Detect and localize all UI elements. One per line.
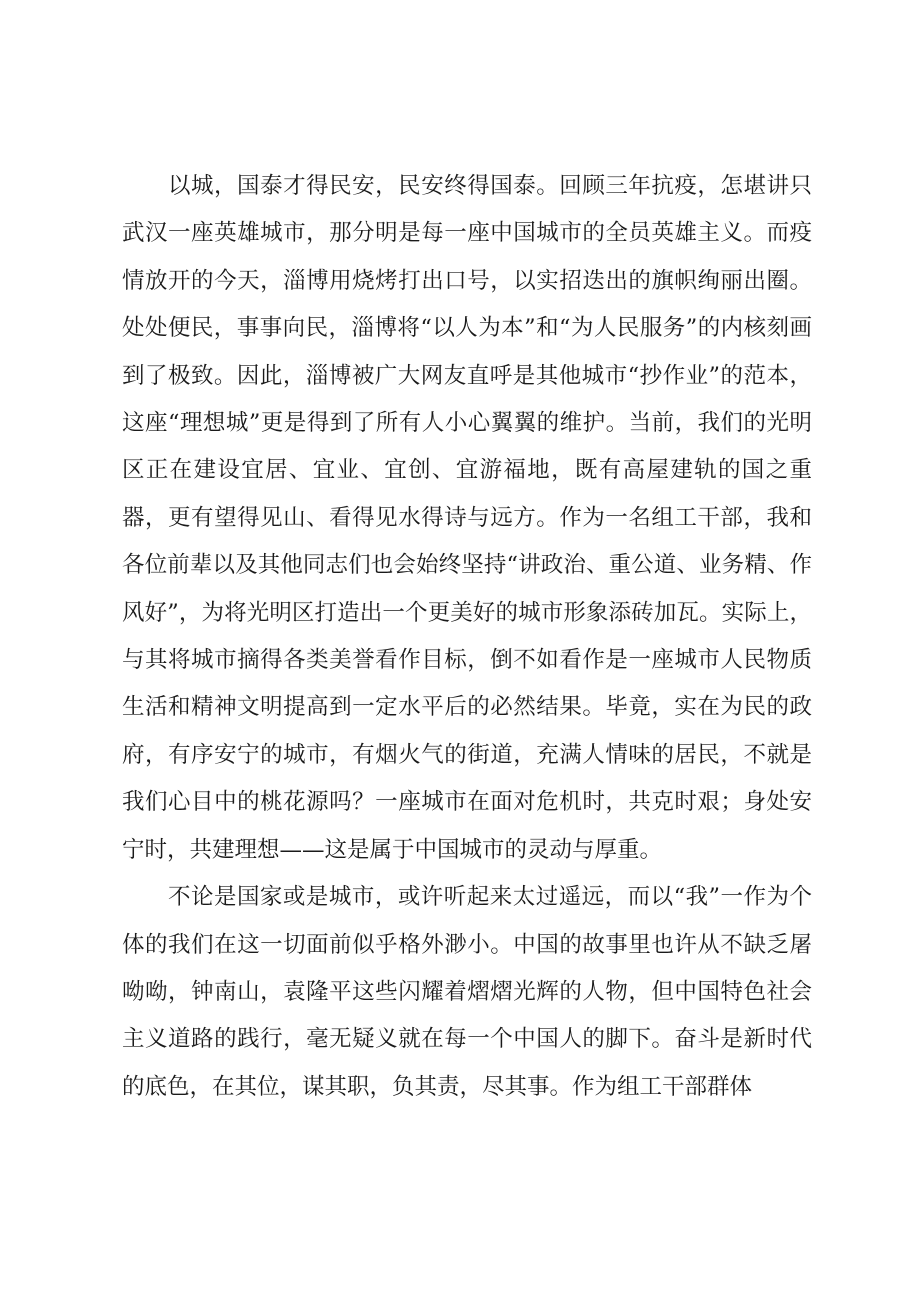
document-body <box>122 163 812 1111</box>
paragraph-individual: 不论是国家或是城市，或许听起来太过遥远，而以“我”一作为个体的我们在这一切面前似乎格外渺小。中国的故事里也许从不缺乏屠呦呦，钟南山，袁隆平这些闪耀着熠熠光辉的人物，但中国特色社会主义道路的践行，毫无疑义就在每一个中国人的脚下。奋斗是新时代的底色，在其位，谋其职，负其责，尽其事。作为组工干部群体 <box>122 884 812 1100</box>
paragraph-city: 以城，国泰才得民安，民安终得国泰。回顾三年抗疫，怎堪讲只武汉一座英雄城市，那分明是每一座中国城市的全员英雄主义。而疫情放开的今天，淄博用烧烤打出口号，以实招迭出的旗帜绚丽出圈。处处便民，事事向民，淄博将“以人为本”和“为人民服务”的内核刻画到了极致。因此，淄博被广大网友直呼是其他城市“抄作业”的范本，这座“理想城”更是得到了所有人小心翼翼的维护。当前，我们的光明区正在建设宜居、宜业、宜创、宜游福地，既有高屋建轨的国之重器，更有望得见山、看得见水得诗与远方。作为一名组工干部，我和各位前辈以及其他同志们也会始终坚持“讲政治、重公道、业务精、作风好”，为将光明区打造出一个更美好的城市形象添砖加瓦。实际上，与其将城市摘得各类美誉看作目标，倒不如看作是一座城市人民物质生活和精神文明提高到一定水平后的必然结果。毕竟，实在为民的政府，有序安宁的城市，有烟火气的街道，充满人情味的居民，不就是我们心目中的桃花源吗？一座城市在面对危机时，共克时艰；身处安宁时，共建理想——这是属于中国城市的灵动与厚重。 <box>122 173 812 863</box>
